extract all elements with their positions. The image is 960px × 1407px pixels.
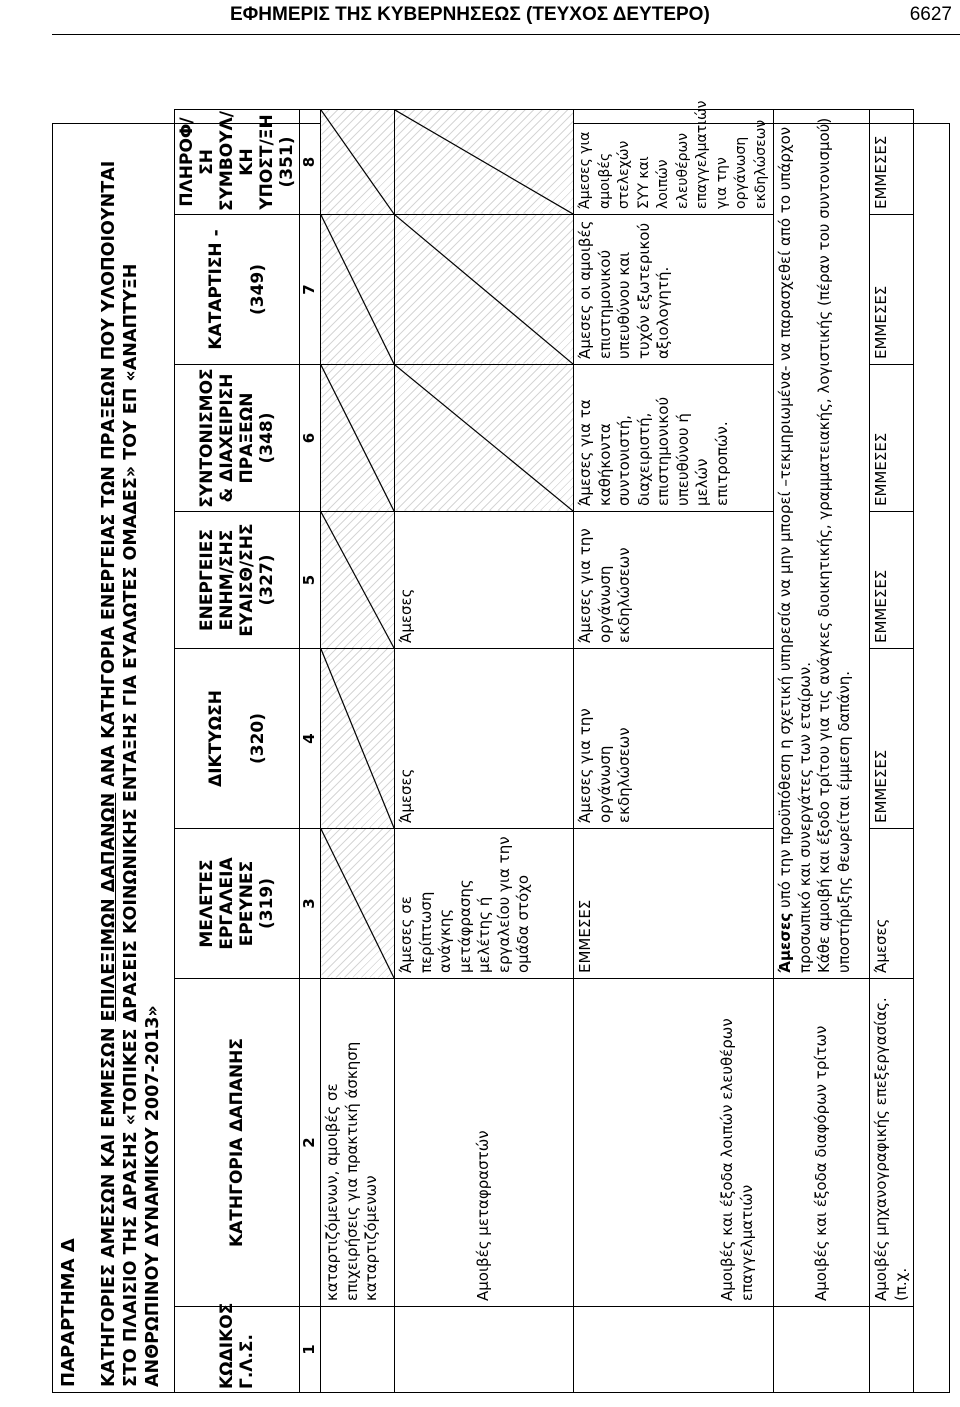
value-cell: ΕΜΜΕΣΕΣ [870, 365, 914, 512]
col-header-studies-label: ΜΕΛΕΤΕΣ ΕΡΓΑΛΕΙΑ ΕΡΕΥΝΕΣ [197, 857, 257, 950]
intro-paragraph [98, 132, 164, 1387]
category-cell: Αμοιβές και έξοδα λοιπών ελευθέρων επαγγελματιών [574, 979, 774, 1307]
col-number: 8 [300, 110, 321, 215]
header-row [175, 110, 300, 1393]
col-number: 5 [300, 512, 321, 649]
col-header-networking [175, 649, 300, 829]
col-header-code: ΚΩΔΙΚΟΣ Γ.Λ.Σ. [175, 1307, 300, 1393]
expense-table [174, 100, 914, 1393]
rotated-page [52, 100, 952, 1393]
value-cell: Άμεσες οι αμοιβές επιστημονικού υπευθύνου και τυχόν εξωτερικού αξιολογητή. [574, 215, 774, 365]
col-header-awareness-label: ΕΝΕΡΓΕΙΕΣ ΕΝΗΜ/ΣΗΣ ΕΥΑΙΣΘ/ΣΗΣ [197, 523, 257, 637]
table-row [321, 110, 395, 1393]
table-row [870, 110, 914, 1393]
col-header-training-code: (349) [248, 263, 268, 316]
col-header-information [175, 110, 300, 215]
code-cell [321, 1307, 395, 1393]
gazette-title: ΕΦΗΜΕΡΙΣ ΤΗΣ ΚΥΒΕΡΝΗΣΕΩΣ (ΤΕΥΧΟΣ ΔΕΥΤΕΡΟ) [230, 4, 710, 25]
annex-title: ΠΑΡΑΡΤΗΜΑ Δ [58, 1238, 79, 1387]
condition-text: υπό την προϋπόθεση η σχετική υπηρεσία να μην μπορεί –τεκμηριωμένα- να παρασχεθεί από το υπάρχον προσωπικό και συνεργάτες των εταίρων. [776, 126, 814, 973]
value-cell: Άμεσες [870, 829, 914, 979]
col-header-coordination-code: (348) [257, 412, 277, 464]
table-row [574, 110, 774, 1393]
category-cell: Αμοιβές και έξοδα διαφόρων τρίτων [774, 979, 870, 1307]
col-header-studies-code: (319) [257, 877, 277, 930]
value-cell: ΕΜΜΕΣΕΣ [870, 512, 914, 649]
not-eligible-cell [321, 215, 395, 365]
col-header-category: ΚΑΤΗΓΟΡΙΑ ΔΑΠΑΝΗΣ [175, 979, 300, 1307]
col-header-studies [175, 829, 300, 979]
col-number: 3 [300, 829, 321, 979]
value-cell: Άμεσες [395, 649, 574, 829]
not-eligible-cell [321, 829, 395, 979]
value-cell: Άμεσες για την οργάνωση εκδηλώσεων [574, 512, 774, 649]
table-row [774, 110, 870, 1393]
col-header-coordination-label: ΣΥΝΤΟΝΙΣΜΟΣ & ΔΙΑΧΕΙΡΙΣΗ ΠΡΑΞΕΩΝ [197, 368, 257, 508]
col-header-coordination [175, 365, 300, 512]
value-cell: ΕΜΜΕΣΕΣ [870, 649, 914, 829]
value-cell: Άμεσες [395, 512, 574, 649]
col-header-information-label: ΠΛΗΡΟΦ/ΣΗ ΣΥΜΒΟΥΛ/ΚΗ ΥΠΟΣΤ/ΞΗ [177, 111, 277, 211]
not-eligible-cell [395, 215, 574, 365]
value-cell: ΕΜΜΕΣΕΣ [870, 110, 914, 215]
col-header-training-label: ΚΑΤΑΡΤΙΣΗ - [206, 229, 226, 350]
col-header-information-code: (351) [277, 136, 297, 188]
not-eligible-cell [395, 110, 574, 215]
intro-underlined: ΕΠΙΛΕΞΙΜΩΝ ΔΑΠΑΝΩΝ [99, 792, 119, 1022]
col-header-awareness-code: (327) [257, 554, 277, 606]
col-header-training [175, 215, 300, 365]
header-rule [52, 34, 960, 35]
code-cell [774, 1307, 870, 1393]
column-number-row [300, 110, 321, 1393]
not-eligible-cell [321, 365, 395, 512]
merged-value-cell [774, 110, 870, 979]
value-cell: Άμεσες για την οργάνωση εκδηλώσεων [574, 649, 774, 829]
page-number: 6627 [909, 4, 952, 25]
not-eligible-cell [321, 649, 395, 829]
col-header-networking-label: ΔΙΚΤΥΩΣΗ [206, 690, 226, 787]
category-cell: Αμοιβές μηχανογραφικής επεξεργασίας. (π.χ. [870, 979, 914, 1307]
col-number: 2 [300, 979, 321, 1307]
category-cell: καταρτιζόμενων, αμοιβές σε επιχειρήσεις για πρακτική άσκηση καταρτιζόμενων [321, 979, 395, 1307]
col-number: 4 [300, 649, 321, 829]
page-header [0, 0, 960, 40]
value-cell: ΕΜΜΕΣΕΣ [574, 829, 774, 979]
value-cell: Άμεσες σε περίπτωση ανάγκης μετάφρασης μελέτης ή εργαλείου για την ομάδα στόχο [395, 829, 574, 979]
col-number: 6 [300, 365, 321, 512]
col-number: 1 [300, 1307, 321, 1393]
table-row [395, 110, 574, 1393]
col-header-awareness [175, 512, 300, 649]
indirect-text: Κάθε αμοιβή και έξοδο τρίτου για τις ανάγκες διοικητικής, γραμματειακής, λογιστικής (πέραν του συντονισμού) υποστήριξης θεωρείται έμμεση δαπάνη. [815, 117, 853, 973]
code-cell [395, 1307, 574, 1393]
value-cell: Άμεσες για τα καθήκοντα συντονιστή, διαχειριστή, επιστημονικού υπευθύνου ή μελών επιτροπών. [574, 365, 774, 512]
not-eligible-cell [395, 365, 574, 512]
intro-text-2: ΑΝΑ ΚΑΤΗΓΟΡΙΑ ΕΝΕΡΓΕΙΑΣ ΤΩΝ ΠΡΑΞΕΩΝ ΠΟΥ ΥΛΟΠΟΙΟΥΝΤΑΙ ΣΤΟ ΠΛΑΙΣΙΟ ΤΗΣ ΔΡΑΣΗΣ «ΤΟΠΙΚΕΣ ΔΡΑΣΕΙΣ ΚΟΙΝΩΝΙΚΗΣ ΕΝΤΑΞΗΣ ΓΙΑ ΕΥΑΛΩΤΕΣ ΟΜΑΔΕΣ» ΤΟΥ ΕΠ «ΑΝΑΠΤΥΞΗ ΑΝΘΡΩΠΙΝΟΥ ΔΥΝΑΜΙΚΟΥ 2007-2013» [99, 160, 163, 1387]
col-header-networking-code: (320) [248, 712, 268, 765]
not-eligible-cell [321, 512, 395, 649]
value-cell: ΕΜΜΕΣΕΣ [870, 215, 914, 365]
not-eligible-cell [321, 110, 395, 215]
col-number: 7 [300, 215, 321, 365]
code-cell [574, 1307, 774, 1393]
direct-label: Άμεσες [776, 912, 794, 973]
code-cell [870, 1307, 914, 1393]
category-cell: Αμοιβές μεταφραστών [395, 979, 574, 1307]
value-cell: Άμεσες για αμοιβές στελεχών ΣΥΥ και λοιπών ελευθέρων επαγγελματιών για την οργάνωση εκδηλώσεων [574, 110, 774, 215]
intro-text-1: ΚΑΤΗΓΟΡΙΕΣ ΑΜΕΣΩΝ ΚΑΙ ΕΜΜΕΣΩΝ [99, 1021, 119, 1387]
